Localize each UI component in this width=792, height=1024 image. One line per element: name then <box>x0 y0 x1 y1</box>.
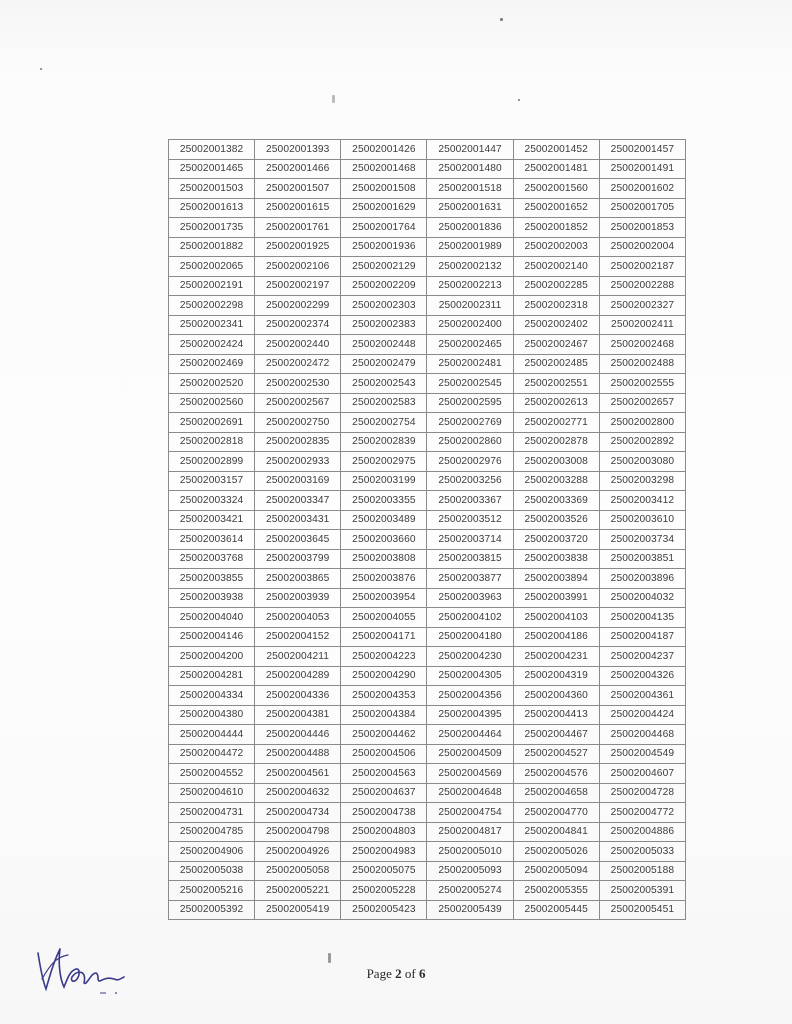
id-cell: 25002003855 <box>169 569 255 589</box>
id-cell: 25002004361 <box>599 686 685 706</box>
id-cell: 25002002613 <box>513 393 599 413</box>
id-cell: 25002003526 <box>513 510 599 530</box>
id-cell: 25002003199 <box>341 471 427 491</box>
table-row <box>169 374 686 394</box>
id-cell: 25002004135 <box>599 608 685 628</box>
id-cell: 25002002424 <box>169 335 255 355</box>
id-cell: 25002004770 <box>513 803 599 823</box>
id-cell: 25002005423 <box>341 900 427 920</box>
id-cell: 25002003714 <box>427 530 513 550</box>
scan-speck <box>332 95 335 103</box>
table-row <box>169 140 686 160</box>
table-row <box>169 237 686 257</box>
id-cell: 25002004569 <box>427 764 513 784</box>
id-cell: 25002004103 <box>513 608 599 628</box>
id-cell: 25002005274 <box>427 881 513 901</box>
id-cell: 25002004360 <box>513 686 599 706</box>
id-cell: 25002002583 <box>341 393 427 413</box>
table-row <box>169 257 686 277</box>
id-cell: 25002002892 <box>599 432 685 452</box>
id-cell: 25002003355 <box>341 491 427 511</box>
id-cell: 25002004223 <box>341 647 427 667</box>
id-cell: 25002002976 <box>427 452 513 472</box>
id-cell: 25002005033 <box>599 842 685 862</box>
id-cell: 25002004798 <box>255 822 341 842</box>
table-row <box>169 627 686 647</box>
id-cell: 25002003938 <box>169 588 255 608</box>
id-cell: 25002002530 <box>255 374 341 394</box>
id-cell: 25002001764 <box>341 218 427 238</box>
id-cell: 25002003256 <box>427 471 513 491</box>
table-row <box>169 510 686 530</box>
id-cell: 25002002298 <box>169 296 255 316</box>
id-cell: 25002002299 <box>255 296 341 316</box>
table-row <box>169 393 686 413</box>
id-cell: 25002001629 <box>341 198 427 218</box>
id-cell: 25002001652 <box>513 198 599 218</box>
id-cell: 25002002209 <box>341 276 427 296</box>
id-cell: 25002002567 <box>255 393 341 413</box>
id-cell: 25002003347 <box>255 491 341 511</box>
id-cell: 25002005010 <box>427 842 513 862</box>
id-cell: 25002002933 <box>255 452 341 472</box>
id-cell: 25002005075 <box>341 861 427 881</box>
id-cell: 25002001936 <box>341 237 427 257</box>
id-cell: 25002004506 <box>341 744 427 764</box>
table-row <box>169 686 686 706</box>
table-row <box>169 354 686 374</box>
id-cell: 25002003489 <box>341 510 427 530</box>
id-cell: 25002002899 <box>169 452 255 472</box>
table-row <box>169 549 686 569</box>
id-cell: 25002005392 <box>169 900 255 920</box>
id-cell: 25002004926 <box>255 842 341 862</box>
id-cell: 25002004384 <box>341 705 427 725</box>
id-cell: 25002003367 <box>427 491 513 511</box>
id-cell: 25002004380 <box>169 705 255 725</box>
id-cell: 25002004395 <box>427 705 513 725</box>
id-cell: 25002005228 <box>341 881 427 901</box>
id-cell: 25002001503 <box>169 179 255 199</box>
id-cell: 25002005355 <box>513 881 599 901</box>
id-cell: 25002004305 <box>427 666 513 686</box>
scan-speck <box>40 68 42 70</box>
id-cell: 25002004356 <box>427 686 513 706</box>
table-row <box>169 315 686 335</box>
id-cell: 25002004467 <box>513 725 599 745</box>
id-cell: 25002004040 <box>169 608 255 628</box>
id-cell: 25002002140 <box>513 257 599 277</box>
id-cell: 25002004527 <box>513 744 599 764</box>
total-pages-number: 6 <box>418 966 426 981</box>
id-cell: 25002001613 <box>169 198 255 218</box>
id-cell: 25002004381 <box>255 705 341 725</box>
id-cell: 25002001465 <box>169 159 255 179</box>
id-cell: 25002002771 <box>513 413 599 433</box>
id-cell: 25002002485 <box>513 354 599 374</box>
table-row <box>169 471 686 491</box>
id-cell: 25002001602 <box>599 179 685 199</box>
id-cell: 25002003080 <box>599 452 685 472</box>
id-cell: 25002003877 <box>427 569 513 589</box>
id-cell: 25002004728 <box>599 783 685 803</box>
id-cell: 25002004472 <box>169 744 255 764</box>
table-row <box>169 647 686 667</box>
id-cell: 25002004549 <box>599 744 685 764</box>
id-cell: 25002003963 <box>427 588 513 608</box>
id-cell: 25002002400 <box>427 315 513 335</box>
table-row <box>169 822 686 842</box>
page-word: Page <box>366 966 392 981</box>
id-cell: 25002001882 <box>169 237 255 257</box>
id-cell: 25002001393 <box>255 140 341 160</box>
id-cell: 25002003660 <box>341 530 427 550</box>
id-cell: 25002004032 <box>599 588 685 608</box>
id-cell: 25002004290 <box>341 666 427 686</box>
id-cell: 25002004468 <box>599 725 685 745</box>
id-cell: 25002002543 <box>341 374 427 394</box>
id-cell: 25002004444 <box>169 725 255 745</box>
id-cell: 25002005221 <box>255 881 341 901</box>
scan-speck <box>328 953 331 963</box>
table-row <box>169 608 686 628</box>
id-cell: 25002002488 <box>599 354 685 374</box>
id-cell: 25002003991 <box>513 588 599 608</box>
id-cell: 25002001615 <box>255 198 341 218</box>
id-cell: 25002002691 <box>169 413 255 433</box>
id-cell: 25002004413 <box>513 705 599 725</box>
id-cell: 25002004281 <box>169 666 255 686</box>
id-cell: 25002003734 <box>599 530 685 550</box>
id-cell: 25002001468 <box>341 159 427 179</box>
id-cell: 25002002975 <box>341 452 427 472</box>
id-cell: 25002005094 <box>513 861 599 881</box>
id-cell: 25002005026 <box>513 842 599 862</box>
id-cell: 25002002191 <box>169 276 255 296</box>
table-row <box>169 530 686 550</box>
id-cell: 25002002303 <box>341 296 427 316</box>
id-cell: 25002004983 <box>341 842 427 862</box>
id-cell: 25002002383 <box>341 315 427 335</box>
id-cell: 25002002595 <box>427 393 513 413</box>
id-cell: 25002001447 <box>427 140 513 160</box>
id-cell: 25002003851 <box>599 549 685 569</box>
id-cell: 25002002411 <box>599 315 685 335</box>
id-cell: 25002003324 <box>169 491 255 511</box>
id-cell: 25002005451 <box>599 900 685 920</box>
scan-speck <box>500 18 503 21</box>
id-cell: 25002003799 <box>255 549 341 569</box>
id-cell: 25002003298 <box>599 471 685 491</box>
id-cell: 25002002468 <box>599 335 685 355</box>
id-cell: 25002002479 <box>341 354 427 374</box>
id-cell: 25002004152 <box>255 627 341 647</box>
id-cell: 25002002106 <box>255 257 341 277</box>
id-cell: 25002002551 <box>513 374 599 394</box>
id-cell: 25002004289 <box>255 666 341 686</box>
table-row <box>169 705 686 725</box>
id-cell: 25002005439 <box>427 900 513 920</box>
id-cell: 25002001507 <box>255 179 341 199</box>
id-cell: 25002005058 <box>255 861 341 881</box>
id-cell: 25002002341 <box>169 315 255 335</box>
id-cell: 25002004462 <box>341 725 427 745</box>
id-cell: 25002001481 <box>513 159 599 179</box>
id-cell: 25002004446 <box>255 725 341 745</box>
id-cell: 25002004632 <box>255 783 341 803</box>
id-cell: 25002002469 <box>169 354 255 374</box>
id-cell: 25002004230 <box>427 647 513 667</box>
id-cell: 25002003369 <box>513 491 599 511</box>
id-cell: 25002001705 <box>599 198 685 218</box>
id-cell: 25002003865 <box>255 569 341 589</box>
id-cell: 25002002835 <box>255 432 341 452</box>
id-cell: 25002004509 <box>427 744 513 764</box>
table-row <box>169 179 686 199</box>
id-cell: 25002002132 <box>427 257 513 277</box>
id-cell: 25002001836 <box>427 218 513 238</box>
id-cell: 25002002818 <box>169 432 255 452</box>
id-cell: 25002004053 <box>255 608 341 628</box>
table-row <box>169 452 686 472</box>
id-cell: 25002002520 <box>169 374 255 394</box>
id-cell: 25002002197 <box>255 276 341 296</box>
id-cell: 25002002878 <box>513 432 599 452</box>
id-cell: 25002003838 <box>513 549 599 569</box>
id-cell: 25002004886 <box>599 822 685 842</box>
id-cell: 25002004648 <box>427 783 513 803</box>
id-cell: 25002004102 <box>427 608 513 628</box>
id-cell: 25002004146 <box>169 627 255 647</box>
id-cell: 25002002472 <box>255 354 341 374</box>
id-cell: 25002003815 <box>427 549 513 569</box>
table-row <box>169 335 686 355</box>
id-cell: 25002003008 <box>513 452 599 472</box>
id-cell: 25002004488 <box>255 744 341 764</box>
id-cell: 25002003876 <box>341 569 427 589</box>
id-cell: 25002002754 <box>341 413 427 433</box>
table-row <box>169 588 686 608</box>
id-cell: 25002002402 <box>513 315 599 335</box>
table-row <box>169 881 686 901</box>
id-cell: 25002001925 <box>255 237 341 257</box>
id-cell: 25002002311 <box>427 296 513 316</box>
id-cell: 25002001508 <box>341 179 427 199</box>
id-cell: 25002003939 <box>255 588 341 608</box>
id-cell: 25002002374 <box>255 315 341 335</box>
table-row <box>169 900 686 920</box>
id-cell: 25002004841 <box>513 822 599 842</box>
id-cell: 25002004334 <box>169 686 255 706</box>
id-cell: 25002003645 <box>255 530 341 550</box>
id-cell: 25002003421 <box>169 510 255 530</box>
table-row <box>169 218 686 238</box>
table-row <box>169 861 686 881</box>
id-cell: 25002004464 <box>427 725 513 745</box>
id-cell: 25002003954 <box>341 588 427 608</box>
of-word: of <box>404 966 416 981</box>
id-cell: 25002002839 <box>341 432 427 452</box>
id-cell: 25002001480 <box>427 159 513 179</box>
id-cell: 25002003894 <box>513 569 599 589</box>
id-cell: 25002004803 <box>341 822 427 842</box>
id-cell: 25002004180 <box>427 627 513 647</box>
id-cell: 25002003808 <box>341 549 427 569</box>
id-cell: 25002002065 <box>169 257 255 277</box>
table-row <box>169 413 686 433</box>
id-cell: 25002001382 <box>169 140 255 160</box>
id-cell: 25002001631 <box>427 198 513 218</box>
table-row <box>169 159 686 179</box>
id-cell: 25002002003 <box>513 237 599 257</box>
id-cell: 25002002187 <box>599 257 685 277</box>
id-cell: 25002004906 <box>169 842 255 862</box>
id-cell: 25002004319 <box>513 666 599 686</box>
id-cell: 25002004055 <box>341 608 427 628</box>
id-cell: 25002005216 <box>169 881 255 901</box>
current-page-number: 2 <box>395 966 402 981</box>
id-cell: 25002002129 <box>341 257 427 277</box>
id-cell: 25002003610 <box>599 510 685 530</box>
table-row <box>169 666 686 686</box>
id-cell: 25002004738 <box>341 803 427 823</box>
id-cell: 25002004171 <box>341 627 427 647</box>
id-cell: 25002002860 <box>427 432 513 452</box>
id-cell: 25002003720 <box>513 530 599 550</box>
id-cell: 25002005391 <box>599 881 685 901</box>
id-number-table <box>168 139 686 920</box>
id-cell: 25002005419 <box>255 900 341 920</box>
id-cell: 25002002555 <box>599 374 685 394</box>
id-cell: 25002004237 <box>599 647 685 667</box>
table-row <box>169 491 686 511</box>
id-cell: 25002003431 <box>255 510 341 530</box>
id-cell: 25002004552 <box>169 764 255 784</box>
id-cell: 25002002481 <box>427 354 513 374</box>
id-cell: 25002001452 <box>513 140 599 160</box>
id-cell: 25002004817 <box>427 822 513 842</box>
id-cell: 25002002440 <box>255 335 341 355</box>
id-cell: 25002002004 <box>599 237 685 257</box>
id-cell: 25002004187 <box>599 627 685 647</box>
table-row <box>169 783 686 803</box>
id-cell: 25002004754 <box>427 803 513 823</box>
id-cell: 25002002465 <box>427 335 513 355</box>
id-cell: 25002004186 <box>513 627 599 647</box>
id-cell: 25002005093 <box>427 861 513 881</box>
id-cell: 25002001491 <box>599 159 685 179</box>
id-cell: 25002004637 <box>341 783 427 803</box>
id-cell: 25002004610 <box>169 783 255 803</box>
id-cell: 25002002769 <box>427 413 513 433</box>
id-table-container <box>168 139 686 920</box>
id-cell: 25002004353 <box>341 686 427 706</box>
id-cell: 25002002800 <box>599 413 685 433</box>
id-cell: 25002003768 <box>169 549 255 569</box>
id-cell: 25002004326 <box>599 666 685 686</box>
id-cell: 25002001560 <box>513 179 599 199</box>
id-cell: 25002003412 <box>599 491 685 511</box>
id-table-body <box>169 140 686 920</box>
id-cell: 25002003169 <box>255 471 341 491</box>
id-cell: 25002004785 <box>169 822 255 842</box>
id-cell: 25002004576 <box>513 764 599 784</box>
id-cell: 25002004231 <box>513 647 599 667</box>
id-cell: 25002003512 <box>427 510 513 530</box>
table-row <box>169 276 686 296</box>
id-cell: 25002001518 <box>427 179 513 199</box>
id-cell: 25002003157 <box>169 471 255 491</box>
id-cell: 25002002545 <box>427 374 513 394</box>
id-cell: 25002004731 <box>169 803 255 823</box>
id-cell: 25002004424 <box>599 705 685 725</box>
id-cell: 25002002467 <box>513 335 599 355</box>
id-cell: 25002003288 <box>513 471 599 491</box>
id-cell: 25002004772 <box>599 803 685 823</box>
id-cell: 25002002560 <box>169 393 255 413</box>
id-cell: 25002001457 <box>599 140 685 160</box>
table-row <box>169 725 686 745</box>
id-cell: 25002004563 <box>341 764 427 784</box>
id-cell: 25002004734 <box>255 803 341 823</box>
table-row <box>169 764 686 784</box>
id-cell: 25002001426 <box>341 140 427 160</box>
table-row <box>169 744 686 764</box>
id-cell: 25002004211 <box>255 647 341 667</box>
id-cell: 25002002448 <box>341 335 427 355</box>
id-cell: 25002005188 <box>599 861 685 881</box>
id-cell: 25002004336 <box>255 686 341 706</box>
id-cell: 25002001852 <box>513 218 599 238</box>
id-cell: 25002001735 <box>169 218 255 238</box>
id-cell: 25002002288 <box>599 276 685 296</box>
id-cell: 25002001761 <box>255 218 341 238</box>
id-cell: 25002003896 <box>599 569 685 589</box>
id-cell: 25002002285 <box>513 276 599 296</box>
id-cell: 25002004658 <box>513 783 599 803</box>
table-row <box>169 842 686 862</box>
id-cell: 25002001989 <box>427 237 513 257</box>
table-row <box>169 432 686 452</box>
id-cell: 25002002213 <box>427 276 513 296</box>
id-cell: 25002004607 <box>599 764 685 784</box>
id-cell: 25002002327 <box>599 296 685 316</box>
table-row <box>169 803 686 823</box>
table-row <box>169 296 686 316</box>
id-cell: 25002002750 <box>255 413 341 433</box>
table-row <box>169 198 686 218</box>
id-cell: 25002005038 <box>169 861 255 881</box>
id-cell: 25002003614 <box>169 530 255 550</box>
id-cell: 25002004561 <box>255 764 341 784</box>
id-cell: 25002001853 <box>599 218 685 238</box>
id-cell: 25002005445 <box>513 900 599 920</box>
id-cell: 25002002657 <box>599 393 685 413</box>
scan-speck <box>518 99 520 101</box>
page-number-footer <box>0 966 792 982</box>
id-cell: 25002004200 <box>169 647 255 667</box>
id-cell: 25002002318 <box>513 296 599 316</box>
table-row <box>169 569 686 589</box>
id-cell: 25002001466 <box>255 159 341 179</box>
